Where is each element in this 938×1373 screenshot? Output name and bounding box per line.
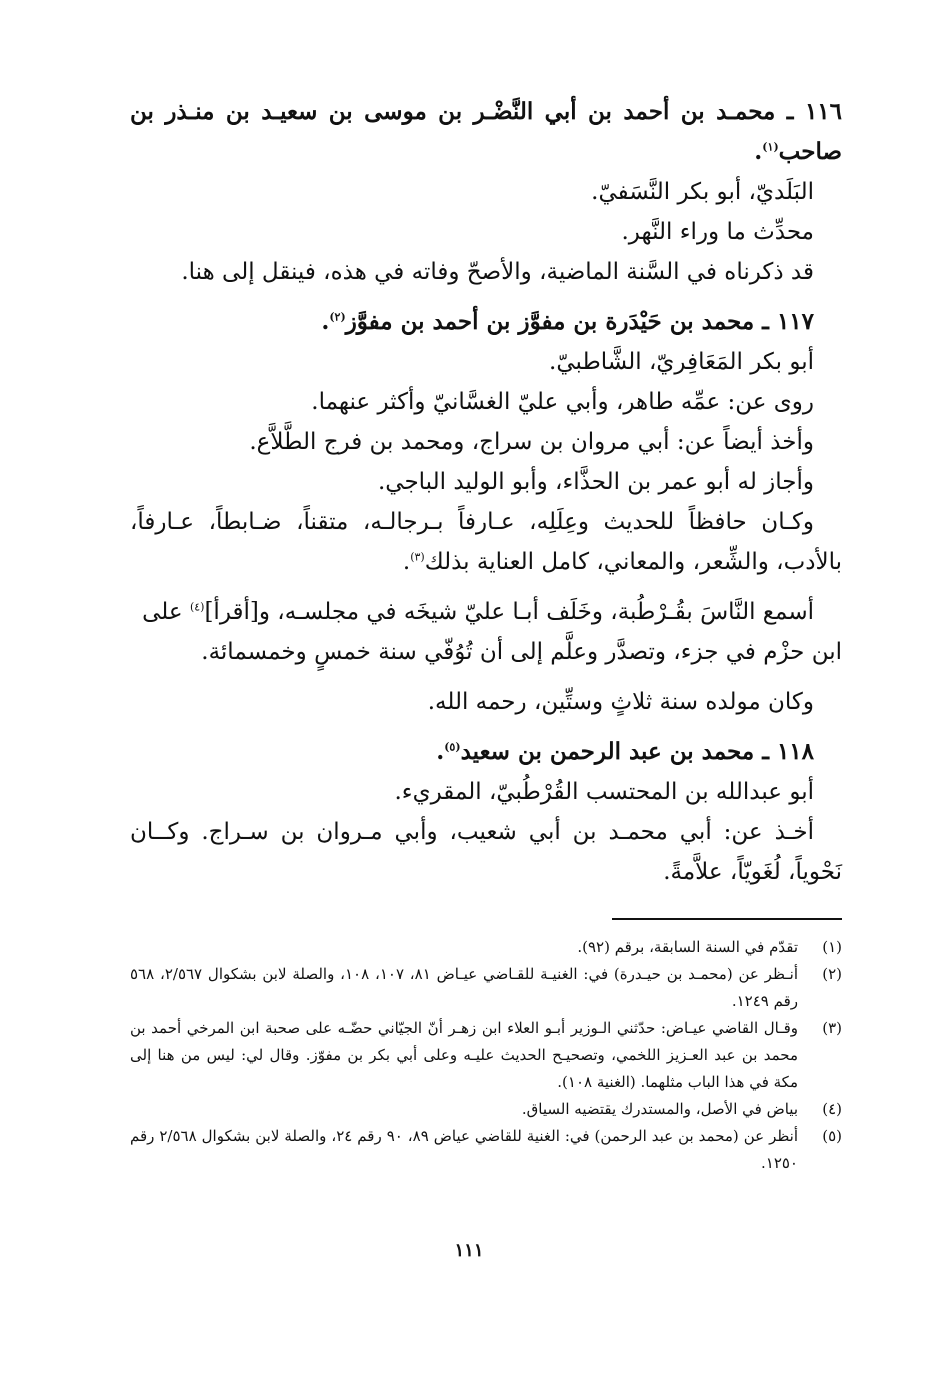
entry-116-line: قد ذكرناه في السَّنة الماضية، والأصحّ وفاته في هذه، فينقل إلى هنا. bbox=[181, 259, 814, 285]
footnote-number: (١) bbox=[822, 938, 842, 956]
entry-117-nisba: أبو بكر المَعَافِريّ، الشَّاطبيّ. bbox=[549, 349, 814, 375]
entry-118-nisba: أبو عبدالله بن المحتسب القُرْطُبيّ، المقريء. bbox=[394, 779, 814, 805]
entry-118-line: نَحْوياً، لُغَويّاً، علاَّمةً. bbox=[663, 859, 842, 885]
entry-117-line: ابن حزْم في جزء، وتصدَّر وعلَّم إلى أن تُوُفّي سنة خمسٍ وخمسمائة. bbox=[201, 639, 842, 665]
entry-116-heading: ١١٦ ـ محمـد بن أحمد بن أبي النَّضْـر بن موسى بن سعيـد بن منـذر بن bbox=[130, 98, 842, 125]
entry-117-heading: ١١٧ ـ محمد بن حَيْدَرة بن مفوَّز بن أحمد بن مفوَّز$^{(٢)}$. bbox=[321, 308, 814, 335]
footnote-item bbox=[130, 934, 842, 961]
footnotes bbox=[130, 934, 842, 1177]
footnote-number: (٤) bbox=[822, 1100, 842, 1118]
footnote-text: أنـظر عن (محمـد بن حيـدرة) في: الغنيـة للقـاضي عيـاض ٨١، ١٠٧، ١٠٨، والصلة لابن بشكوال ٢/٥٦٧، ٥٦٨ رقم ١٢٤٩. bbox=[130, 965, 798, 1010]
footnote-number: (٢) bbox=[822, 965, 842, 983]
footnote-separator bbox=[612, 918, 842, 920]
footnote-ref[interactable]: (٣) bbox=[410, 550, 425, 564]
footnote-ref[interactable]: (٤) bbox=[189, 600, 205, 614]
footnote-ref[interactable]: (٢) bbox=[329, 310, 346, 324]
footnote-text: بياض في الأصل، والمستدرك يقتضيه السياق. bbox=[521, 1100, 798, 1118]
footnote-number: (٥) bbox=[822, 1127, 842, 1145]
footnote-number: (٣) bbox=[822, 1019, 842, 1037]
entry-117-line: وكـان حافظاً للحديث وعِلَلِه، عـارفاً بـرجالـه، متقناً، ضـابطاً، عـارفاً، bbox=[130, 509, 814, 535]
footnote-item bbox=[130, 1015, 842, 1096]
entry-117-line: وكان مولده سنة ثلاثٍ وستِّين، رحمه الله. bbox=[427, 689, 814, 715]
entry-117-line: أسمع النَّاسَ بقُـرْطُبة، وخَلَف أبـا عليّ شيخَه في مجلسـه، و[أقرأ]$^{(٤)}$ على bbox=[142, 599, 814, 625]
footnote-item bbox=[130, 961, 842, 1015]
footnote-text: تقدّم في السنة السابقة، برقم (٩٢). bbox=[577, 938, 798, 956]
footnote-item bbox=[130, 1123, 842, 1177]
footnote-text: وقـال القاضي عيـاض: حدّثني الـوزير أبـو العلاء ابن زهـر أنّ الجيّاني حضّـه على صحبة ابن المرخي أحمد بن محمد بن عبد العـزيز اللخمي، وتصحيـح الحديث عليـه وعلى أبي بكر بن مفوّز. وقال لي: ليس من هنا إلى مكة في هذا الباب مثلهما. (الغنية ١٠٨). bbox=[130, 1019, 798, 1091]
entry-117-line: وأجاز له أبو عمر بن الحذَّاء، وأبو الوليد الباجي. bbox=[377, 469, 814, 495]
entry-117-line: وأخذ أيضاً عن: أبي مروان بن سراج، ومحمد بن فرج الطَّلاَّع. bbox=[249, 429, 814, 455]
entry-116-line: محدِّث ما وراء النَّهر. bbox=[621, 219, 814, 245]
entry-117-line: روى عن: عمِّه طاهر، وأبي عليّ الغسَّانيّ وأكثر عنهما. bbox=[311, 389, 814, 415]
entry-118-heading: ١١٨ ـ محمد بن عبد الرحمن بن سعيد$^{(٥)}$. bbox=[436, 738, 814, 765]
footnote-ref[interactable]: (١) bbox=[762, 140, 779, 154]
footnote-item bbox=[130, 1096, 842, 1123]
footnote-text: أنظر عن (محمد بن عبد الرحمن) في: الغنية للقاضي عياض ٨٩، ٩٠ رقم ٢٤، والصلة لابن بشكوال ٢/٥٦٨ رقم ١٢٥٠. bbox=[130, 1127, 799, 1172]
page-number: ١١١ bbox=[454, 1240, 484, 1261]
entry-116-heading-cont: صاحب$^{(١)}$. bbox=[754, 138, 842, 165]
footnote-ref[interactable]: (٥) bbox=[444, 740, 461, 754]
entry-117-line: بالأدب، والشِّعر، والمعاني، كامل العناية بذلك$^{(٣)}$. bbox=[402, 549, 842, 575]
entry-116-nisba: البَلَديّ، أبو بكر النَّسَفيّ. bbox=[591, 179, 814, 205]
entry-118-line: أخـذ عن: أبي محمـد بن أبي شعيب، وأبي مـروان بن سـراج. وكــان bbox=[130, 819, 814, 845]
main-text bbox=[130, 92, 842, 892]
